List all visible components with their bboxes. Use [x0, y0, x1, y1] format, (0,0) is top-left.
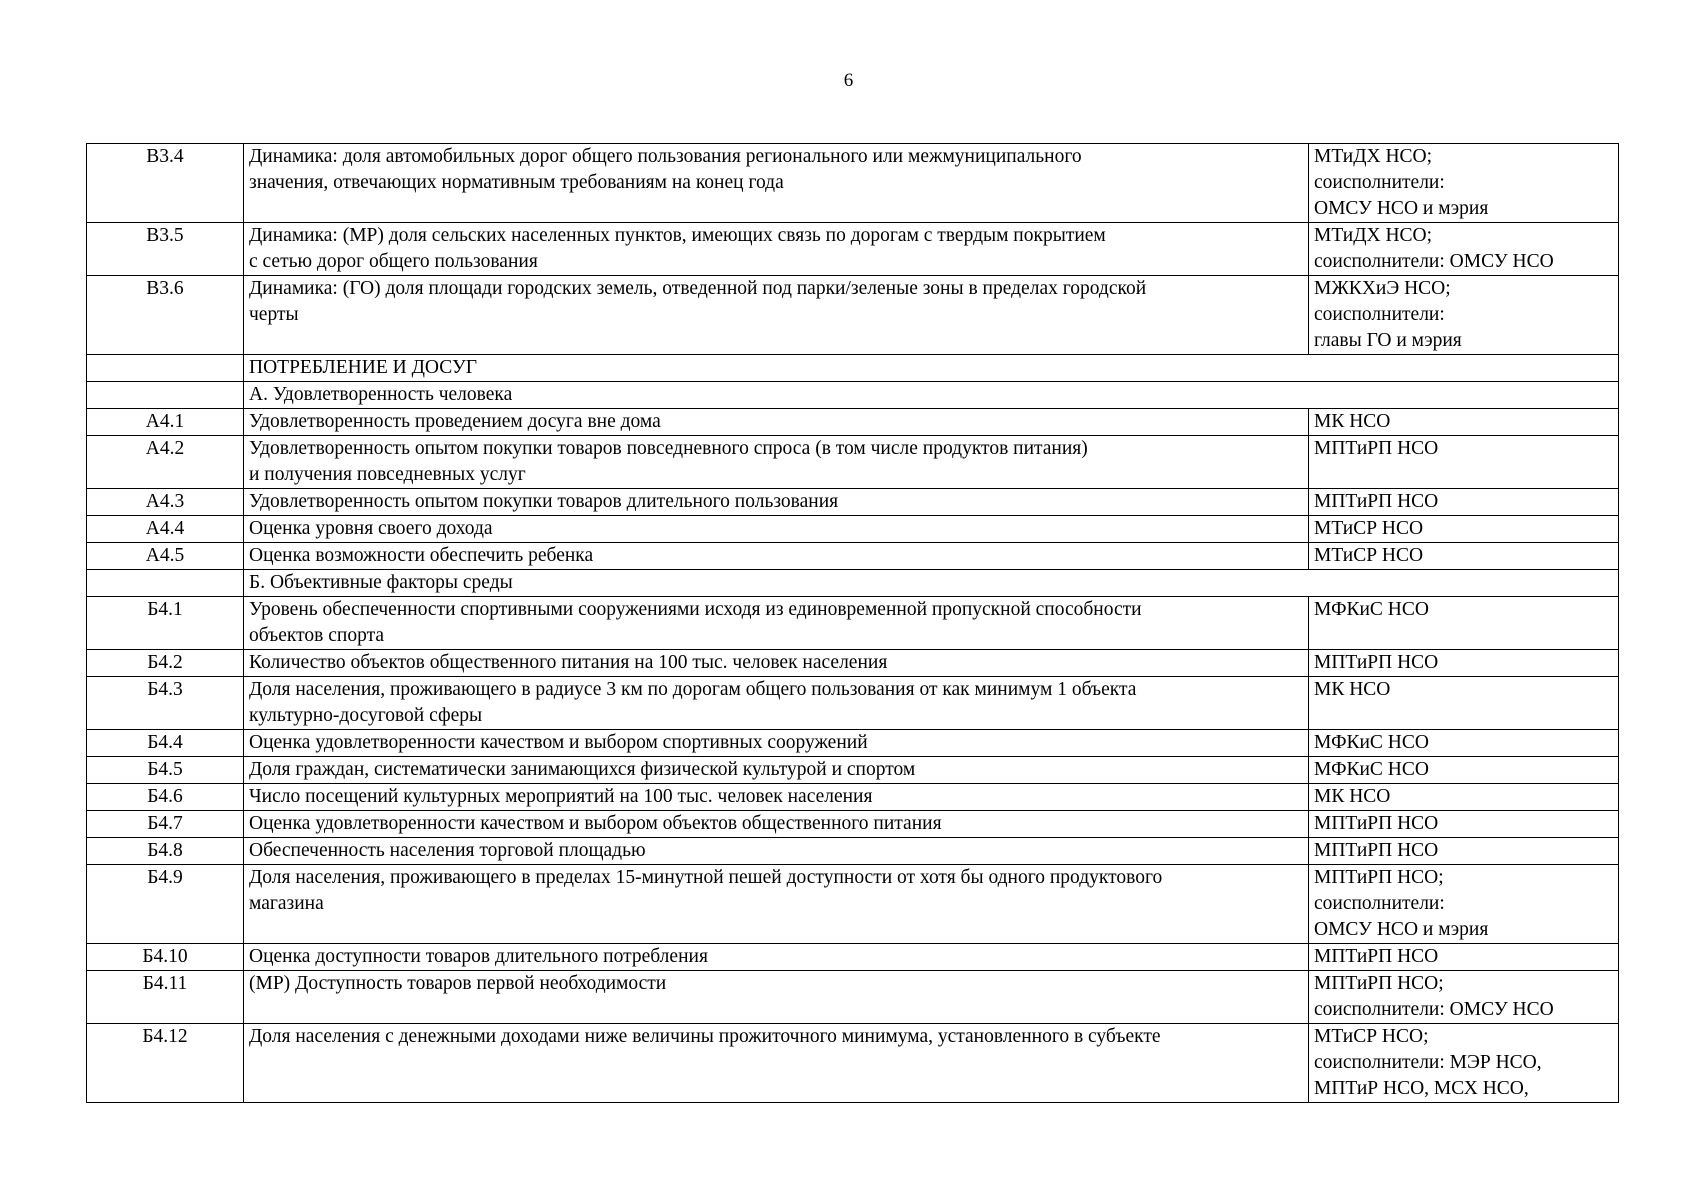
page-number: 6 — [843, 70, 854, 91]
description-line: Удовлетворенность опытом покупки товаров повседневного спроса (в том числе продуктов питания) — [249, 438, 1088, 459]
description-line: Динамика: (МР) доля сельских населенных пунктов, имеющих связь по дорогам с твердым покрытием — [249, 225, 1106, 246]
description-line: Доля населения с денежными доходами ниже величины прожиточного минимума, установленного в субъекте — [249, 1026, 1161, 1047]
responsible-line: МТиДХ НСО; — [1314, 146, 1433, 167]
description-line: культурно-досуговой сферы — [249, 705, 483, 726]
responsible-line: МТиДХ НСО; — [1314, 225, 1433, 246]
indicator-code: Б4.1 — [87, 597, 244, 650]
description-line: Динамика: доля автомобильных дорог общего пользования регионального или межмуниципального — [249, 146, 1082, 167]
description-line: с сетью дорог общего пользования — [249, 251, 538, 272]
table-row — [87, 489, 1619, 516]
section-code-cell — [87, 355, 244, 382]
table-row — [87, 838, 1619, 865]
description-line: Оценка возможности обеспечить ребенка — [249, 545, 594, 566]
table-row — [87, 784, 1619, 811]
responsible-line: МПТиРП НСО — [1314, 652, 1439, 673]
responsible-line: МТиСР НСО — [1314, 545, 1424, 566]
description-line: Доля граждан, систематически занимающихся физической культурой и спортом — [249, 759, 916, 780]
table-row — [87, 944, 1619, 971]
responsible-line: МК НСО — [1314, 679, 1391, 700]
indicator-code: Б4.6 — [87, 784, 244, 811]
indicator-code: А4.2 — [87, 436, 244, 489]
description-line: Количество объектов общественного питания на 100 тыс. человек населения — [249, 652, 888, 673]
table-row — [87, 144, 1619, 223]
responsible-body — [1309, 223, 1619, 276]
indicator-code: Б4.8 — [87, 838, 244, 865]
table-row — [87, 757, 1619, 784]
indicator-code: А4.3 — [87, 489, 244, 516]
responsible-body — [1309, 971, 1619, 1024]
table-row — [87, 865, 1619, 944]
table-row — [87, 677, 1619, 730]
responsible-line: МК НСО — [1314, 411, 1391, 432]
table-row — [87, 516, 1619, 543]
responsible-body — [1309, 838, 1619, 865]
section-title: А. Удовлетворенность человека — [244, 382, 1619, 409]
responsible-line: соисполнители: ОМСУ НСО — [1314, 999, 1554, 1020]
responsible-line: соисполнители: — [1314, 172, 1445, 193]
indicator-description — [244, 971, 1309, 1024]
table-row — [87, 811, 1619, 838]
responsible-body — [1309, 409, 1619, 436]
responsible-line: соисполнители: — [1314, 893, 1445, 914]
description-line: магазина — [249, 893, 324, 914]
indicator-description — [244, 223, 1309, 276]
description-line: Оценка доступности товаров длительного потребления — [249, 946, 708, 967]
indicator-code: Б4.3 — [87, 677, 244, 730]
responsible-line: МПТиРП НСО; — [1314, 973, 1444, 994]
responsible-line: соисполнители: МЭР НСО, — [1314, 1052, 1542, 1073]
table-row — [87, 597, 1619, 650]
responsible-body — [1309, 784, 1619, 811]
responsible-line: МПТиР НСО, МСХ НСО, — [1314, 1078, 1529, 1099]
responsible-line: соисполнители: — [1314, 304, 1445, 325]
table-row — [87, 409, 1619, 436]
responsible-body — [1309, 650, 1619, 677]
section-row — [87, 355, 1619, 382]
responsible-body — [1309, 865, 1619, 944]
section-row — [87, 382, 1619, 409]
section-code-cell — [87, 382, 244, 409]
responsible-line: МПТиРП НСО; — [1314, 867, 1444, 888]
indicator-description — [244, 597, 1309, 650]
indicator-description — [244, 811, 1309, 838]
description-line: Уровень обеспеченности спортивными сооружениями исходя из единовременной пропускной способности — [249, 599, 1142, 620]
responsible-body — [1309, 276, 1619, 355]
indicator-code: В3.6 — [87, 276, 244, 355]
indicator-code: А4.4 — [87, 516, 244, 543]
indicator-code: А4.1 — [87, 409, 244, 436]
responsible-body — [1309, 543, 1619, 570]
description-line: Оценка удовлетворенности качеством и выбором спортивных сооружений — [249, 732, 868, 753]
indicator-code: Б4.4 — [87, 730, 244, 757]
responsible-line: МЖКХиЭ НСО; — [1314, 278, 1451, 299]
indicator-description — [244, 144, 1309, 223]
table-row — [87, 276, 1619, 355]
responsible-body — [1309, 516, 1619, 543]
indicator-description — [244, 757, 1309, 784]
responsible-body — [1309, 436, 1619, 489]
indicator-description — [244, 730, 1309, 757]
indicator-description — [244, 436, 1309, 489]
description-line: Число посещений культурных мероприятий на 100 тыс. человек населения — [249, 786, 873, 807]
indicator-code: Б4.12 — [87, 1024, 244, 1103]
responsible-line: главы ГО и мэрия — [1314, 330, 1462, 351]
description-line: Оценка уровня своего дохода — [249, 518, 493, 539]
table-row — [87, 436, 1619, 489]
description-line: объектов спорта — [249, 625, 384, 646]
indicator-code: Б4.2 — [87, 650, 244, 677]
section-code-cell — [87, 570, 244, 597]
responsible-line: соисполнители: ОМСУ НСО — [1314, 251, 1554, 272]
responsible-line: МТиСР НСО; — [1314, 1026, 1429, 1047]
description-line: Динамика: (ГО) доля площади городских земель, отведенной под парки/зеленые зоны в пределах городской — [249, 278, 1147, 299]
indicator-code: В3.4 — [87, 144, 244, 223]
responsible-body — [1309, 597, 1619, 650]
responsible-body — [1309, 730, 1619, 757]
responsible-line: МК НСО — [1314, 786, 1391, 807]
responsible-body — [1309, 677, 1619, 730]
table-row — [87, 971, 1619, 1024]
description-line: Доля населения, проживающего в радиусе 3 км по дорогам общего пользования от как минимум 1 объекта — [249, 679, 1137, 700]
description-line: Удовлетворенность опытом покупки товаров длительного пользования — [249, 491, 839, 512]
indicator-code: Б4.7 — [87, 811, 244, 838]
table-row — [87, 650, 1619, 677]
table-row — [87, 223, 1619, 276]
indicator-description — [244, 409, 1309, 436]
responsible-line: МПТиРП НСО — [1314, 813, 1439, 834]
indicator-description — [244, 1024, 1309, 1103]
description-line: черты — [249, 304, 299, 325]
section-title: ПОТРЕБЛЕНИЕ И ДОСУГ — [244, 355, 1619, 382]
table-row — [87, 730, 1619, 757]
responsible-line: МПТиРП НСО — [1314, 840, 1439, 861]
responsible-line: МФКиС НСО — [1314, 599, 1429, 620]
indicator-code: Б4.10 — [87, 944, 244, 971]
responsible-body — [1309, 144, 1619, 223]
responsible-line: МПТиРП НСО — [1314, 491, 1439, 512]
indicator-description — [244, 516, 1309, 543]
indicator-code: Б4.11 — [87, 971, 244, 1024]
indicators-table-body — [87, 144, 1619, 1103]
responsible-body — [1309, 1024, 1619, 1103]
indicator-description — [244, 543, 1309, 570]
indicator-code: В3.5 — [87, 223, 244, 276]
section-title: Б. Объективные факторы среды — [244, 570, 1619, 597]
indicator-description — [244, 276, 1309, 355]
responsible-line: МПТиРП НСО — [1314, 438, 1439, 459]
responsible-body — [1309, 811, 1619, 838]
table-row — [87, 1024, 1619, 1103]
responsible-body — [1309, 944, 1619, 971]
indicator-description — [244, 489, 1309, 516]
description-line: Удовлетворенность проведением досуга вне дома — [249, 411, 661, 432]
section-row — [87, 570, 1619, 597]
indicators-table — [86, 143, 1619, 1103]
indicator-description — [244, 677, 1309, 730]
responsible-line: МФКиС НСО — [1314, 732, 1429, 753]
description-line: значения, отвечающих нормативным требованиям на конец года — [249, 172, 784, 193]
description-line: Оценка удовлетворенности качеством и выбором объектов общественного питания — [249, 813, 942, 834]
indicator-description — [244, 944, 1309, 971]
indicator-description — [244, 865, 1309, 944]
indicator-description — [244, 838, 1309, 865]
indicator-description — [244, 650, 1309, 677]
description-line: (МР) Доступность товаров первой необходимости — [249, 973, 667, 994]
responsible-line: МФКиС НСО — [1314, 759, 1429, 780]
description-line: Доля населения, проживающего в пределах 15-минутной пешей доступности от хотя бы одного продуктового — [249, 867, 1163, 888]
responsible-line: ОМСУ НСО и мэрия — [1314, 919, 1489, 940]
description-line: Обеспеченность населения торговой площадью — [249, 840, 646, 861]
responsible-body — [1309, 757, 1619, 784]
responsible-line: МТиСР НСО — [1314, 518, 1424, 539]
responsible-line: МПТиРП НСО — [1314, 946, 1439, 967]
indicator-code: Б4.5 — [87, 757, 244, 784]
table-row — [87, 543, 1619, 570]
responsible-body — [1309, 489, 1619, 516]
indicator-code: Б4.9 — [87, 865, 244, 944]
indicator-description — [244, 784, 1309, 811]
description-line: и получения повседневных услуг — [249, 464, 526, 485]
responsible-line: ОМСУ НСО и мэрия — [1314, 198, 1489, 219]
indicator-code: А4.5 — [87, 543, 244, 570]
